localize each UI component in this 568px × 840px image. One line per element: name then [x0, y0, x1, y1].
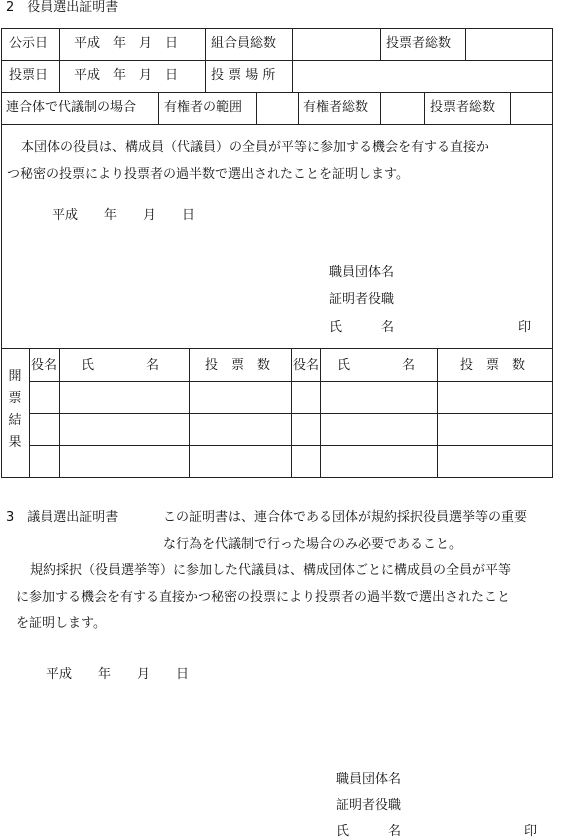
member-total-field[interactable] [294, 30, 378, 58]
col-divider [292, 28, 293, 60]
col-divider [380, 92, 381, 124]
col-divider [59, 60, 60, 92]
section3-note-line1: この証明書は、連合体である団体が規約採択役員選挙等の重要 [163, 510, 528, 525]
results-header-role: 役名 [293, 358, 320, 373]
certifier-name-label: 氏 名 [329, 320, 395, 335]
col-divider [465, 28, 466, 60]
col-divider [256, 92, 257, 124]
col-divider [424, 92, 425, 124]
voter-total-label: 投票者総数 [386, 36, 452, 51]
voter-total-field[interactable] [467, 30, 551, 58]
section3-note-line2: な行為を代議制で行った場合のみ必要であること。 [163, 537, 463, 552]
col-divider [298, 92, 299, 124]
seal-mark: 印 [518, 320, 532, 335]
statement-divider [1, 348, 553, 349]
section3-heading: 3 議員選出証明書 [6, 510, 119, 525]
voting-date-label: 投票日 [9, 68, 49, 83]
section3-name-label: 氏 名 [336, 824, 402, 839]
section3-org-name-label: 職員団体名 [336, 772, 402, 787]
org-name-label: 職員団体名 [329, 265, 395, 280]
row-divider [1, 124, 553, 125]
notice-date-field[interactable]: 平成 年 月 日 [74, 36, 179, 51]
eligible-total-label: 有権者総数 [303, 100, 369, 115]
voting-place-field[interactable] [294, 62, 550, 90]
col-divider [59, 28, 60, 60]
eligible-range-field[interactable] [258, 94, 296, 122]
col-divider [205, 28, 206, 60]
section3-body-line3: を証明します。 [16, 616, 106, 631]
federation-label: 連合体で代議制の場合 [6, 100, 137, 115]
section3-body-line2: に参加する機会を有する直接かつ秘密の投票により投票者の過半数で選出されたこと [16, 590, 511, 605]
voter-total-label: 投票者総数 [430, 100, 496, 115]
col-divider [510, 92, 511, 124]
row-divider [1, 92, 553, 93]
section3-certifier-title-label: 証明者役職 [336, 798, 402, 813]
certificate-statement-line2: つ秘密の投票により投票者の過半数で選出されたことを証明します。 [7, 167, 409, 182]
results-col-divider [291, 348, 292, 478]
results-col-divider [59, 348, 60, 478]
col-divider [205, 60, 206, 92]
certifier-title-label: 証明者役職 [329, 292, 395, 307]
results-header-role: 役名 [31, 358, 58, 373]
section2-heading: 2 役員選出証明書 [6, 0, 119, 15]
voting-date-field[interactable]: 平成 年 月 日 [74, 68, 179, 83]
certificate-statement-line1: 本団体の役員は、構成員（代議員）の全員が平等に参加する機会を有する直接か [21, 140, 490, 155]
section3-seal-mark: 印 [524, 824, 538, 839]
eligible-range-label: 有権者の範囲 [164, 100, 243, 115]
voting-place-label: 投 票 場 所 [211, 68, 276, 83]
row-divider [1, 60, 553, 61]
col-divider [380, 28, 381, 60]
eligible-total-field[interactable] [382, 94, 422, 122]
results-side-label: 開票結果 [8, 369, 22, 450]
results-header-name: 氏 名 [337, 358, 416, 373]
results-header-name: 氏 名 [81, 358, 160, 373]
results-header-votes: 投 票 数 [205, 358, 271, 373]
results-col-divider [29, 348, 30, 478]
col-divider [158, 92, 159, 124]
notice-date-label: 公示日 [9, 36, 49, 51]
section3-body-line1: 規約採択（役員選挙等）に参加した代議員は、構成団体ごとに構成員の全員が平等 [30, 563, 512, 578]
results-col-divider [437, 348, 438, 478]
voter-total-field[interactable] [512, 94, 552, 122]
results-header-votes: 投 票 数 [460, 358, 526, 373]
certificate-date-line[interactable]: 平成 年 月 日 [52, 208, 196, 223]
col-divider [292, 60, 293, 92]
results-col-divider [320, 348, 321, 478]
results-col-divider [189, 348, 190, 478]
member-total-label: 組合員総数 [211, 36, 277, 51]
section3-date-line[interactable]: 平成 年 月 日 [46, 667, 190, 682]
